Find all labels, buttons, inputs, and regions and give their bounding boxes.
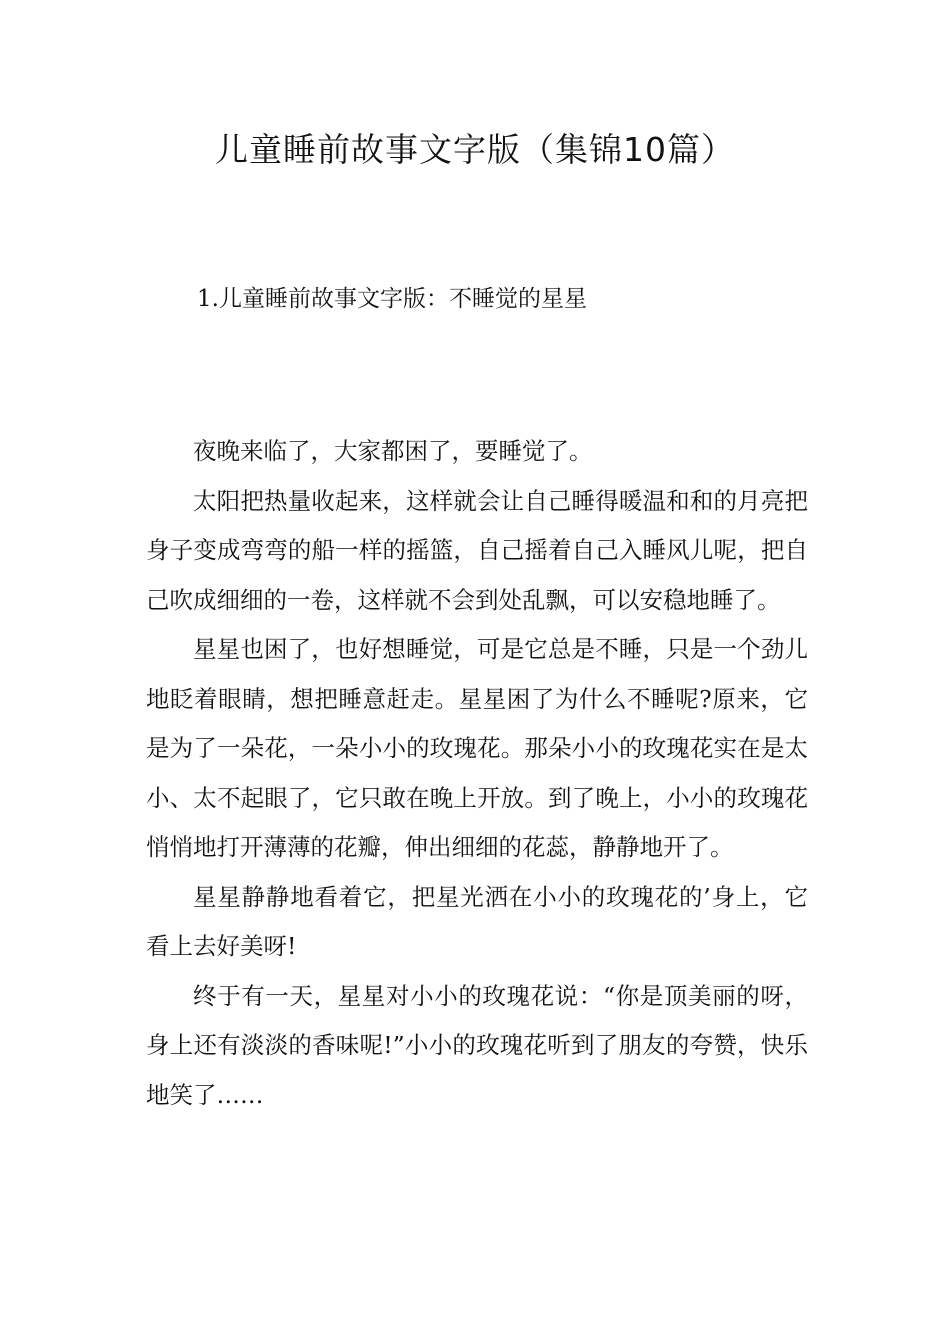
document-title: 儿童睡前故事文字版（集锦10篇） [215, 130, 735, 169]
story-body [146, 427, 808, 1120]
paragraph: 夜晚来临了，大家都困了，要睡觉了。 [193, 437, 593, 465]
section-heading: 1.儿童睡前故事文字版：不睡觉的星星 [197, 286, 587, 312]
paragraph: 星星也困了，也好想睡觉，可是它总是不睡，只是一个劲儿地眨着眼睛，想把睡意赶走。星星困了为什么不睡呢?原来，它是为了一朵花，一朵小小的玫瑰花。那朵小小的玫瑰花实在是太小、太不起眼了，它只敢在晚上开放。到了晚上，小小的玫瑰花悄悄地打开薄薄的花瓣，伸出细细的花蕊，静静地开了。 [146, 635, 808, 861]
paragraph: 太阳把热量收起来，这样就会让自己睡得暖温和和的月亮把身子变成弯弯的船一样的摇篮，自己摇着自己入睡风儿呢，把自己吹成细细的一卷，这样就不会到处乱飘，可以安稳地睡了。 [146, 486, 808, 614]
paragraph: 星星静静地看着它，把星光洒在小小的玫瑰花的’身上，它看上去好美呀! [146, 882, 808, 960]
paragraph: 终于有一天，星星对小小的玫瑰花说：“你是顶美丽的呀，身上还有淡淡的香味呢!”小小的玫瑰花听到了朋友的夸赞，快乐地笑了…… [146, 981, 808, 1109]
